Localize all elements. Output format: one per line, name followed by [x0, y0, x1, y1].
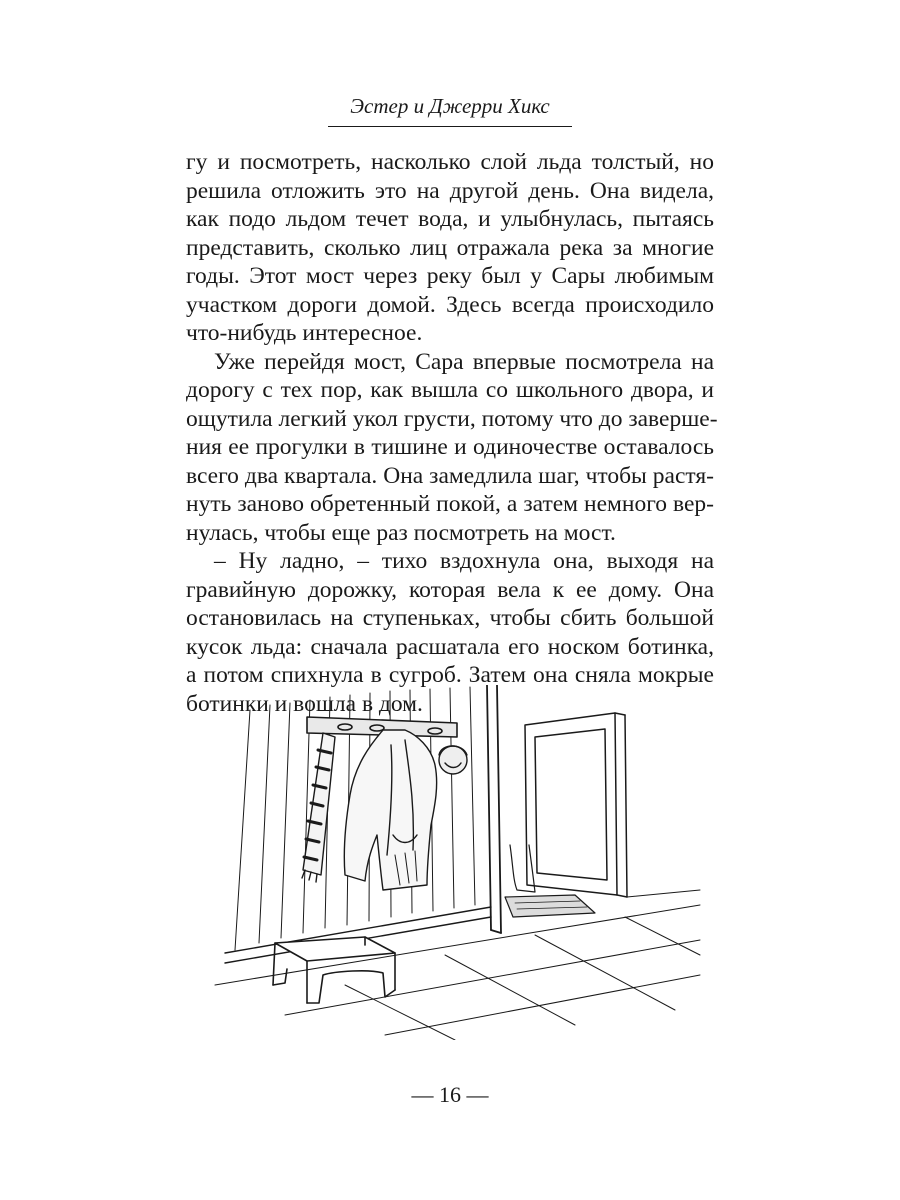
text-line: как подо льдом течет вода, и улыбнулась, пытаясь	[186, 206, 714, 232]
text-line: Уже перейдя мост, Сара впервые посмотрела на	[214, 348, 714, 375]
text-line: гу и посмотреть, насколько слой льда толстый, но	[186, 149, 714, 175]
text-line: что-нибудь интересное.	[186, 320, 423, 346]
text-line: кусок льда: сначала расшатала его носком ботинка,	[186, 633, 714, 660]
hat	[439, 746, 467, 774]
text-line: участком дороги домой. Здесь всегда происходило	[186, 291, 714, 318]
text-line: всего два квартала. Она замедлила шаг, чтобы растя-	[186, 462, 714, 489]
text-line: ботинки и вошла в дом.	[186, 690, 423, 717]
paragraph	[186, 348, 718, 548]
text-line: гравийную дорожку, которая вела к ее дому. Она	[186, 576, 714, 603]
text-line: дорогу с тех пор, как вышла со школьного двора, и	[186, 377, 714, 403]
text-line: нуть заново обретенный покой, а затем немного вер-	[186, 491, 714, 517]
text-line: годы. Этот мост через реку был у Сары любимым	[186, 263, 714, 289]
text-line: а потом спихнула в сугроб. Затем она сняла мокрые	[186, 662, 714, 688]
hallway-illustration	[195, 685, 705, 1040]
text-line: представить, сколько лиц отражала река за многие	[186, 234, 714, 261]
text-line: – Ну ладно, – тихо вздохнула она, выходя на	[214, 548, 714, 574]
page-number: — 16 —	[411, 1082, 489, 1107]
running-header: Эстер и Джерри Хикс	[328, 92, 572, 127]
text-line: решила отложить это на другой день. Она видела,	[186, 177, 714, 204]
doormat	[505, 895, 595, 917]
text-line: нулась, чтобы еще раз посмотреть на мост.	[186, 519, 616, 546]
text-line: ощутила легкий укол грусти, потому что до заверше-	[186, 405, 718, 432]
coat	[344, 730, 436, 890]
text-line: остановилась на ступеньках, чтобы сбить большой	[186, 605, 714, 631]
door-frame	[487, 685, 501, 933]
text-line: ния ее прогулки в тишине и одиночестве оставалось	[186, 434, 714, 460]
open-door	[525, 713, 627, 897]
paragraph	[186, 148, 714, 348]
body-text	[186, 148, 718, 718]
step-stool	[273, 937, 395, 1003]
